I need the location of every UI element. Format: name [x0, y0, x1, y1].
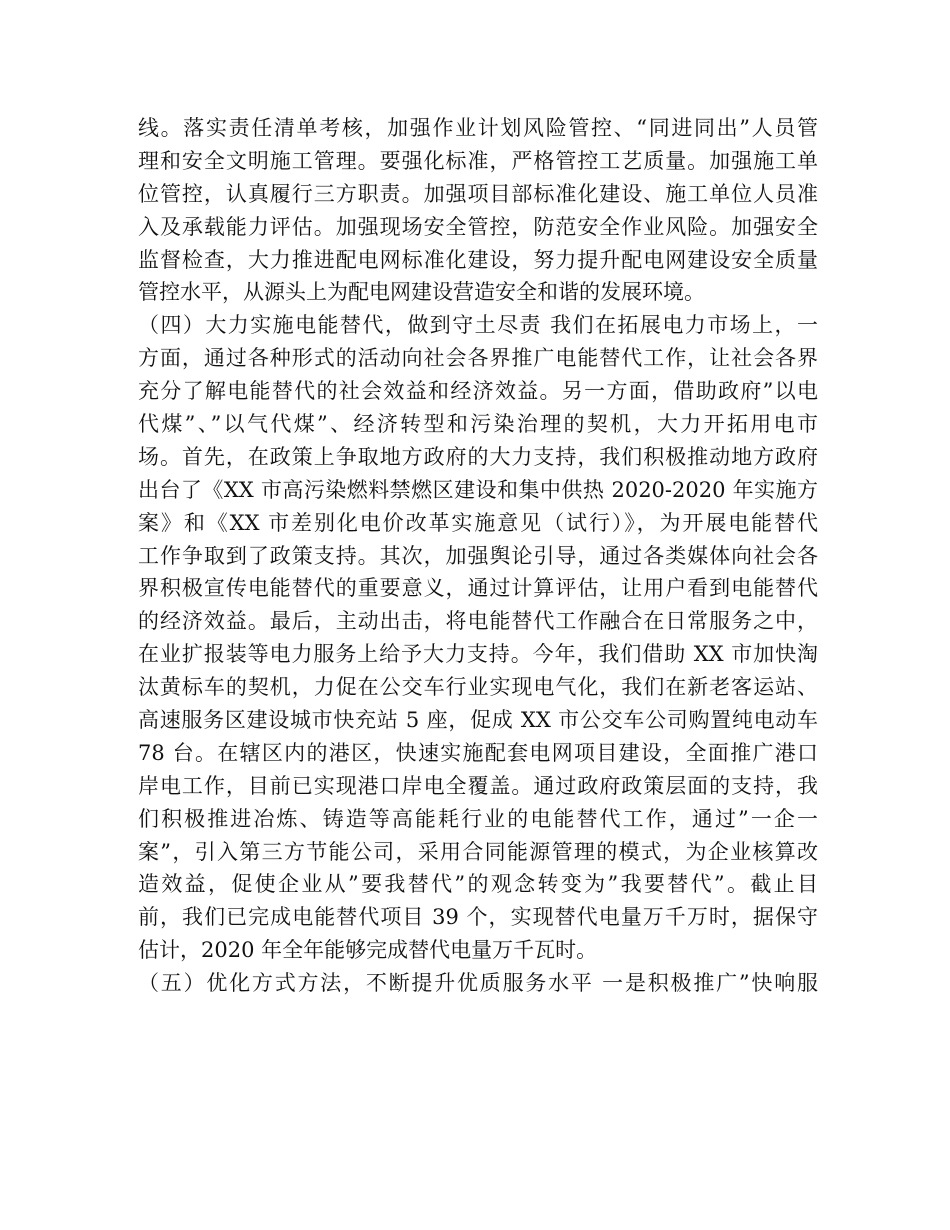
text-line: 造效益，促使企业从”要我替代”的观念转变为”我要替代”。截止目	[138, 872, 818, 897]
text-line: 方面，通过各种形式的活动向社会各界推广电能替代工作，让社会各界	[138, 346, 818, 371]
text-line: 汰黄标车的契机，力促在公交车行业实现电气化，我们在新老客运站、	[138, 675, 818, 700]
text-line: 高速服务区建设城市快充站 5 座，促成 XX 市公交车公司购置纯电动车	[138, 708, 818, 733]
text-line: 在业扩报装等电力服务上给予大力支持。今年，我们借助 XX 市加快淘	[138, 642, 818, 667]
text-line: 岸电工作，目前已实现港口岸电全覆盖。通过政府政策层面的支持，我	[138, 773, 818, 798]
text-line: 估计，2020 年全年能够完成替代电量万千瓦时。	[138, 938, 598, 963]
text-line: 监督检查，大力推进配电网标准化建设，努力提升配电网建设安全质量	[138, 247, 818, 272]
text-line: 位管控，认真履行三方职责。加强项目部标准化建设、施工单位人员准	[138, 181, 818, 206]
text-line: 出台了《XX 市高污染燃料禁燃区建设和集中供热 2020-2020 年实施方	[138, 477, 818, 502]
text-line: 案”，引入第三方节能公司，采用合同能源管理的模式，为企业核算改	[138, 839, 818, 864]
text-line: 的经济效益。最后，主动出击，将电能替代工作融合在日常服务之中，	[138, 609, 818, 634]
body-text	[138, 112, 818, 1000]
text-line: 线。落实责任清单考核，加强作业计划风险管控、“同进同出”人员管	[138, 116, 818, 140]
text-line: 入及承载能力评估。加强现场安全管控，防范安全作业风险。加强安全	[138, 214, 818, 239]
text-line: 78 台。在辖区内的港区，快速实施配套电网项目建设，全面推广港口	[138, 740, 818, 765]
text-line: 界积极宣传电能替代的重要意义，通过计算评估，让用户看到电能替代	[138, 576, 818, 601]
text-line: 们积极推进冶炼、铸造等高能耗行业的电能替代工作，通过”一企一	[138, 806, 818, 831]
text-line: 理和安全文明施工管理。要强化标准，严格管控工艺质量。加强施工单	[138, 148, 818, 173]
text-line: 代煤”、”以气代煤”、经济转型和污染治理的契机，大力开拓用电市	[138, 412, 818, 437]
text-line: （四）大力实施电能替代，做到守土尽责 我们在拓展电力市场上，一	[138, 313, 818, 338]
text-line: 管控水平，从源头上为配电网建设营造安全和谐的发展环境。	[138, 280, 705, 305]
text-line: 工作争取到了政策支持。其次，加强舆论引导，通过各类媒体向社会各	[138, 543, 818, 568]
text-line: 充分了解电能替代的社会效益和经济效益。另一方面，借助政府”以电	[138, 379, 818, 404]
text-line: 案》和《XX 市差别化电价改革实施意见（试行）》，为开展电能替代	[138, 510, 818, 535]
text-line: （五）优化方式方法，不断提升优质服务水平 一是积极推广”快响服	[138, 971, 818, 996]
text-line: 前，我们已完成电能替代项目 39 个，实现替代电量万千万时，据保守	[138, 905, 818, 930]
text-line: 场。首先，在政策上争取地方政府的大力支持，我们积极推动地方政府	[138, 444, 818, 469]
